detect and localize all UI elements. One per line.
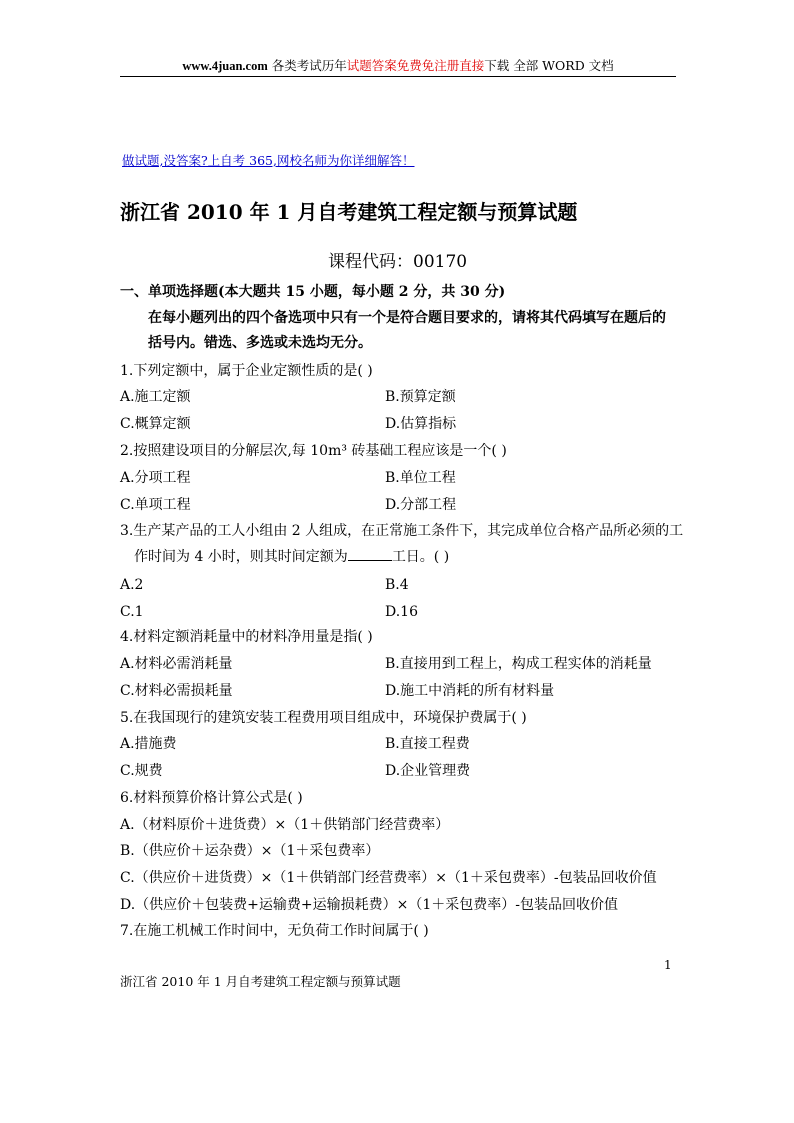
question-1-option-c: C.概算定额 <box>120 416 191 432</box>
question-1-option-b: B.预算定额 <box>385 389 456 405</box>
question-1-option-d: D.估算指标 <box>385 416 457 432</box>
section-instruction-2: 括号内。错选、多选或未选均无分。 <box>148 335 372 351</box>
promo-link[interactable]: 做试题,没答案?上自考 365,网校名师为你详细解答！ <box>122 153 415 168</box>
question-1-option-a: A.施工定额 <box>120 389 191 405</box>
question-3-option-b: B.4 <box>385 577 409 593</box>
question-2-option-d: D.分部工程 <box>385 497 457 513</box>
question-6-option-a: A.（材料原价＋进货费）×（1＋供销部门经营费率） <box>120 817 450 833</box>
question-6-option-d: D.（供应价＋包装费+运输费+运输损耗费）×（1＋采包费率）-包装品回收价值 <box>120 897 619 913</box>
question-3-option-d: D.16 <box>385 604 418 620</box>
section-heading: 一、单项选择题(本大题共 15 小题，每小题 2 分，共 30 分) <box>120 284 506 300</box>
page-footer: 浙江省 2010 年 1 月自考建筑工程定额与预算试题 <box>120 974 401 989</box>
question-4-option-b: B.直接用到工程上，构成工程实体的消耗量 <box>385 656 652 672</box>
question-5-option-b: B.直接工程费 <box>385 736 470 752</box>
question-2-stem: 2.按照建设项目的分解层次,每 10m³ 砖基础工程应该是一个( ) <box>120 443 507 459</box>
question-3-stem-part-b: 工日。( ) <box>391 549 450 565</box>
question-3-stem-line-1: 3.生产某产品的工人小组由 2 人组成，在正常施工条件下，其完成单位合格产品所必须的工 <box>120 523 684 539</box>
answer-blank <box>348 546 392 561</box>
question-3-option-c: C.1 <box>120 604 144 620</box>
question-5-option-a: A.措施费 <box>120 736 177 752</box>
question-5-option-d: D.企业管理费 <box>385 763 471 779</box>
question-3-stem-part-a: 作时间为 4 小时，则其时间定额为 <box>134 549 348 565</box>
question-3-option-a: A.2 <box>120 577 144 593</box>
question-3-stem-line-2 <box>134 546 449 568</box>
page-number: 1 <box>664 958 672 972</box>
question-4-option-a: A.材料必需消耗量 <box>120 656 233 672</box>
question-6-option-b: B.（供应价＋运杂费）×（1＋采包费率） <box>120 843 380 859</box>
course-code: 课程代码：00170 <box>328 252 468 272</box>
header-text-after: 下载 全部 WORD 文档 <box>484 58 614 73</box>
question-5-option-c: C.规费 <box>120 763 163 779</box>
question-2-option-a: A.分项工程 <box>120 470 191 486</box>
question-4-option-d: D.施工中消耗的所有材料量 <box>385 683 555 699</box>
question-2-option-b: B.单位工程 <box>385 470 456 486</box>
question-4-option-c: C.材料必需损耗量 <box>120 683 233 699</box>
header-text-red: 试题答案免费免注册直接 <box>346 58 485 73</box>
question-2-option-c: C.单项工程 <box>120 497 191 513</box>
page-header <box>120 56 676 76</box>
document-title: 浙江省 2010 年 1 月自考建筑工程定额与预算试题 <box>120 200 578 224</box>
question-5-stem: 5.在我国现行的建筑安装工程费用项目组成中，环境保护费属于( ) <box>120 710 527 726</box>
question-7-stem: 7.在施工机械工作时间中，无负荷工作时间属于( ) <box>120 923 429 939</box>
header-rule <box>120 76 676 77</box>
header-site[interactable]: www.4juan.com <box>182 59 268 73</box>
question-1-stem: 1.下列定额中，属于企业定额性质的是( ) <box>120 363 373 379</box>
question-6-stem: 6.材料预算价格计算公式是( ) <box>120 790 303 806</box>
question-4-stem: 4.材料定额消耗量中的材料净用量是指( ) <box>120 629 373 645</box>
question-6-option-c: C.（供应价＋进货费）×（1＋供销部门经营费率）×（1＋采包费率）-包装品回收价值 <box>120 870 657 886</box>
section-instruction-1: 在每小题列出的四个备选项中只有一个是符合题目要求的，请将其代码填写在题后的 <box>148 310 666 326</box>
header-text-before: 各类考试历年 <box>267 58 347 73</box>
